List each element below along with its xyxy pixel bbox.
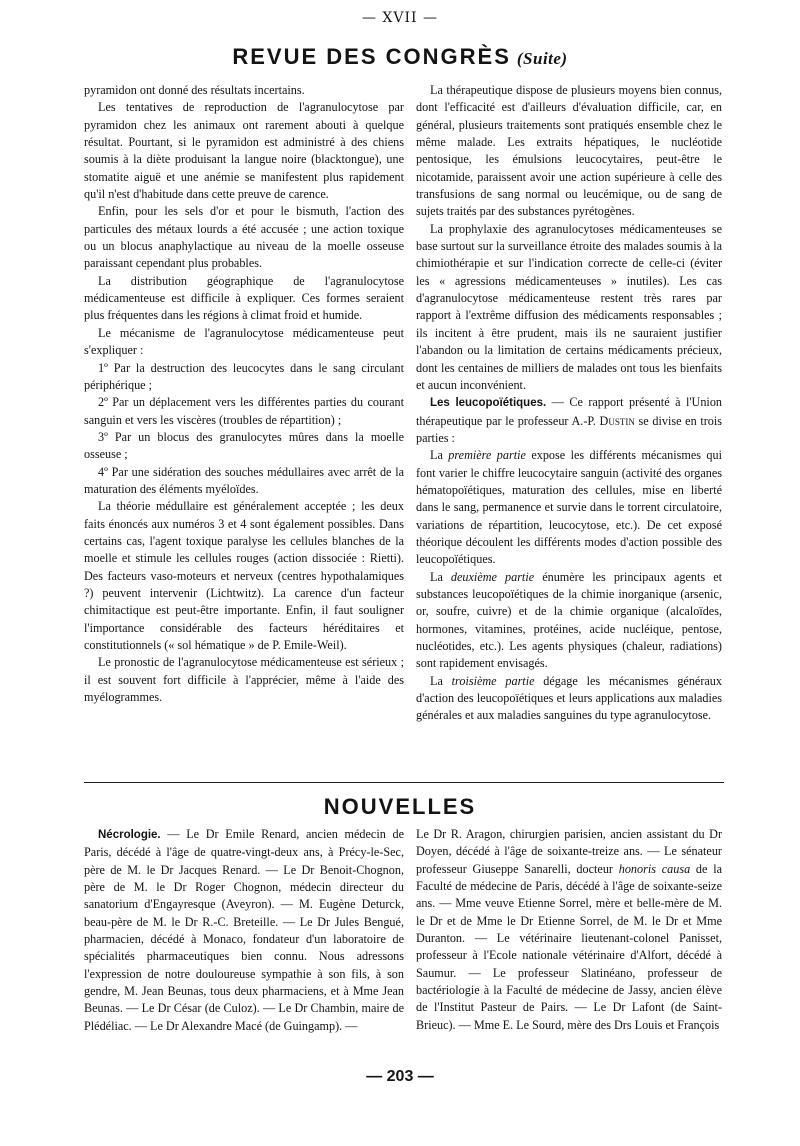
paragraph bbox=[416, 673, 722, 725]
author-name: Dustin bbox=[599, 413, 635, 428]
paragraph: Le pronostic de l'agranulocytose médicamenteuse est sérieux ; il est souvent fort difficile à l'apprécier, même à l'aide des myélogrammes. bbox=[84, 655, 404, 705]
paragraph: La thérapeutique dispose de plusieurs moyens bien connus, dont l'efficacité est d'ailleurs d'évaluation difficile, car, en général, plusieurs traitements sont pratiqués ensemble chez le même malade. Les extraits hépatiques, le nucléotide pentosique, les émulsions leucocytaires, peut-être le nicotamide, paraissent avoir une action supérieure à celle des transfusions de sang normal ou leucémique, ou de sang de sujets traités par des substances pyrétogènes. bbox=[416, 83, 722, 219]
text-run: La bbox=[430, 673, 452, 688]
text-run: Le Dr R. Aragon, chirurgien parisien, ancien assistant du Dr Doyen, décédé à l'âge de soixante-treize ans. — Le sénateur professeur Giuseppe Sanarelli, docteur bbox=[416, 827, 722, 876]
roman-folio: — XVII — bbox=[361, 10, 439, 26]
paragraph bbox=[416, 569, 722, 673]
text-run: dégage les mécanismes généraux d'action des leucopoïétiques et leurs applications aux maladies générales et aux maladies sanguines du type agranulocytose. bbox=[416, 673, 722, 723]
list-item: 1º Par la destruction des leucocytes dans le sang circulant périphérique ; bbox=[84, 360, 404, 392]
text-run: expose les différents mécanismes qui font varier le chiffre leucocytaire sanguin (activité des organes hématopoïétiques, maturation des cellules, mise en liberté dans le sang, permanence et survie dans le torrent circulatoire, variations de répartition, leucocytose, etc.). De cet exposé théorique découlent les différents modes d'action possible des leucopoïétiques. bbox=[416, 448, 722, 567]
left-column bbox=[84, 82, 404, 706]
italic-run: troisième partie bbox=[451, 673, 535, 688]
paragraph: Les tentatives de reproduction de l'agranulocytose par pyramidon chez les animaux ont rarement abouti à quelque résultat. Pourtant, si le pyramidon est administré à des chiens soumis à la diète produisant la langue noire (blacktongue), une stomatite aiguë et une anémie se manifestent plus rapidement qu'il n'est d'habitude dans cette preuve de carence. bbox=[84, 100, 404, 202]
list-item: 3º Par un blocus des granulocytes mûres dans la moelle osseuse ; bbox=[84, 429, 404, 462]
paragraph bbox=[416, 394, 722, 447]
section-keyword: Les leucopoïétiques. bbox=[430, 397, 547, 410]
nouvelles-right-column bbox=[416, 826, 722, 1034]
paragraph bbox=[84, 826, 404, 1035]
text-run: — Le Dr Emile Renard, ancien médecin de Paris, décédé à l'âge de quatre-vingt-deux ans, à Précy-le-Sec, père de M. le Dr Jacques Renard. — Le Dr Benoit-Chognon, père de M. le Dr Roger Chognon, médecin directeur du sanatorium d'Engayresque (Aveyron). — M. Eugène Deturck, beau-père de M. le Dr R.-C. Breteille. — Le Dr Jules Bengué, pharmacien, décédé à Monaco, fondateur d'un laboratoire de spécialités pharmaceutiques bien connu. Nous adressons l'expression de notre douloureuse sympathie à son fils, à son gendre, M. Jean Beunas, tous deux pharmaciens, et à Mme Jean Beunas. — Le Dr César (de Culoz). — Le Dr Chambin, maire de Plédéliac. — Le Dr Alexandre Macé (de Guingamp). — bbox=[84, 827, 404, 1033]
right-column bbox=[416, 82, 722, 725]
paragraph: Enfin, pour les sels d'or et pour le bismuth, l'action des particules des métaux lourds a été accusée ; une action toxique ou un blocus anaphylactique au niveau de la moelle osseuse paraissant cependant plus probables. bbox=[84, 204, 404, 271]
paragraph: La théorie médullaire est généralement acceptée ; les deux faits énoncés aux numéros 3 et 4 sont également possibles. Dans certains cas, l'agent toxique paralyse les cellules blanches de la moelle et stimule les cellules rouges (action dissociée : Rietti). Des facteurs vaso-moteurs et nerveux (centres hypothalamiques ?) peuvent intervenir (Lichtwitz). La carence d'un facteur chimitactique est peut-être importante. Enfin, il faut souligner l'importance considérable des facteurs héréditaires et constitutionnels (« sol hématique » de P. Emile-Weil). bbox=[84, 499, 404, 652]
paragraph: pyramidon ont donné des résultats incertains. bbox=[84, 83, 305, 97]
paragraph bbox=[416, 447, 722, 568]
section-title-text: REVUE DES CONGRÈS bbox=[232, 44, 511, 69]
text-run: se divise en trois parties : bbox=[416, 413, 723, 445]
section-divider bbox=[84, 782, 724, 783]
italic-run: première partie bbox=[448, 448, 526, 463]
section-title bbox=[0, 44, 800, 70]
paragraph bbox=[416, 826, 722, 1034]
section-subtitle: (Suite) bbox=[516, 49, 568, 68]
text-run: — Ce rapport présenté à l'Union thérapeutique par le professeur A.-P. bbox=[416, 395, 723, 428]
page-number: — 203 — bbox=[366, 1068, 434, 1085]
paragraph: La distribution géographique de l'agranulocytose médicamenteuse est difficile à expliquer. Ces formes seraient plus fréquentes dans les régions à climat froid et humide. bbox=[84, 273, 404, 323]
text-run: La bbox=[430, 448, 449, 463]
nouvelles-left-column bbox=[84, 826, 404, 1035]
paragraph: La prophylaxie des agranulocytoses médicamenteuses se base surtout sur la surveillance étroite des malades soumis à la chimiothérapie et sur l'indication correcte de celle-ci (éviter les « agressions médicamenteuses » inutiles). Les cas d'agranulocytose médicamenteuse restent très rares par rapport à l'extrême diffusion des médicaments responsables ; ils incitent à être prudent, mais ils ne sauraient justifier l'abandon ou la limitation de certains médicaments précieux, dont les centaines de milliers de malades ont tous les bienfaits et aucun inconvénient. bbox=[416, 221, 722, 392]
list-item: 2º Par un déplacement vers les différentes parties du courant sanguin et vers les viscères (troubles de répartition) ; bbox=[84, 395, 404, 427]
text-run: énumère les principaux agents et substances leucopoïétiques de la chimie inorganique (arsenic, or, soufre, cuivre) et de la chimie organique (alcaloïdes, hormones, vitamines, protéines, acide nucléique, pentose, nucléotides, etc.). Les agents physiques (chaleur, radiations) sont rapidement envisagés. bbox=[416, 569, 723, 671]
nouvelles-title: NOUVELLES bbox=[323, 794, 477, 819]
italic-run: honoris causa bbox=[618, 861, 691, 876]
italic-run: deuxième partie bbox=[450, 569, 535, 584]
text-run: de la Faculté de médecine de Paris, décédé à l'âge de soixante-seize ans. — Mme veuve Etienne Sorrel, mère et belle-mère de M. le Dr et de Mme le Dr Etienne Sorrel, de M. le Dr et Mme Duranton. — Le vétérinaire lieutenant-colonel Panisset, professeur à l'Ecole nationale vétérinaire d'Alfort, décédé à Saumur. — Le professeur Slatinéano, professeur de bactériologie à la Faculté de médecine de Jassy, ancien élève de l'Institut Pasteur de Pairs. — Le Dr Lafont (de Saint-Brieuc). — Mme E. Le Sourd, mère des Drs Louis et François bbox=[416, 861, 722, 1032]
text-run: La bbox=[430, 569, 451, 584]
section-keyword: Nécrologie. bbox=[98, 829, 161, 841]
paragraph: Le mécanisme de l'agranulocytose médicamenteuse peut s'expliquer : bbox=[84, 325, 404, 358]
list-item: 4º Par une sidération des souches médullaires avec arrêt de la maturation des éléments myéloïdes. bbox=[84, 464, 404, 496]
